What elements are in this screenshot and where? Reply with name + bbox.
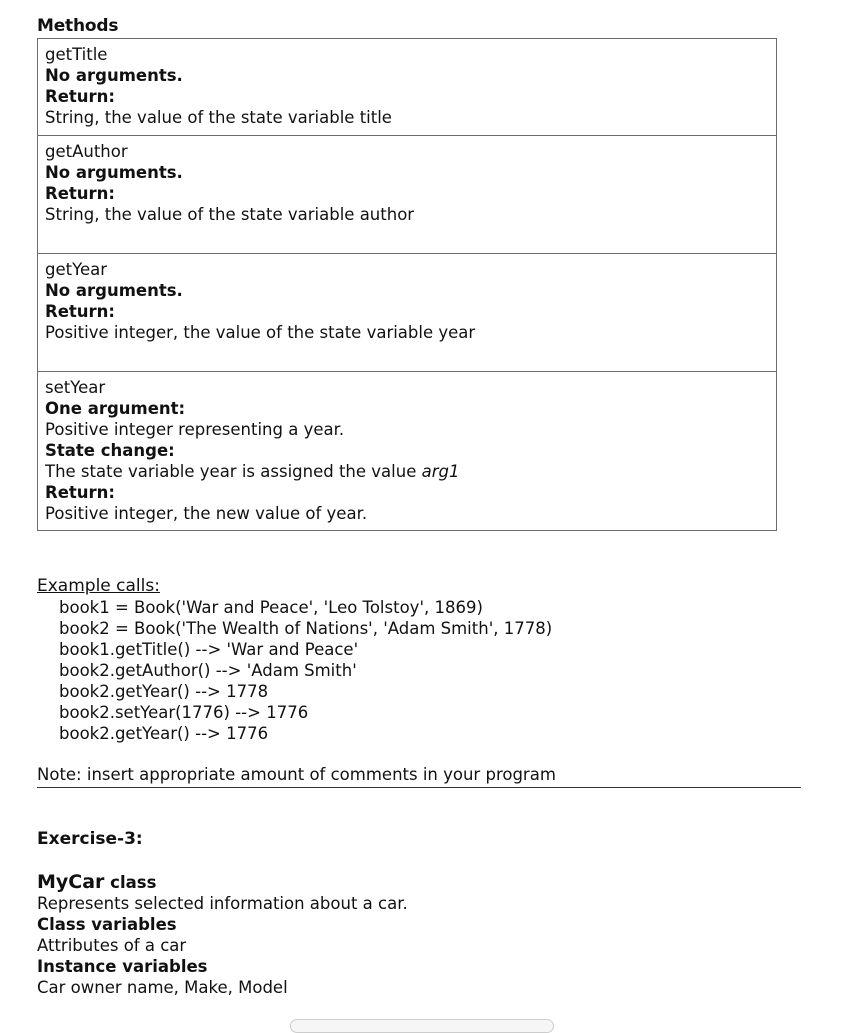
method-box-gettitle <box>37 38 777 136</box>
class-name: MyCar <box>37 871 105 893</box>
note-text: Note: insert appropriate amount of comments in your program <box>37 764 801 788</box>
example-line: book2.getYear() --> 1776 <box>59 724 269 743</box>
method-name: setYear <box>45 378 106 397</box>
instance-variables-label: Instance variables <box>37 957 208 976</box>
example-line: book2.getYear() --> 1778 <box>59 682 269 701</box>
class-variables-label: Class variables <box>37 915 177 934</box>
method-args-label: One argument: <box>45 399 186 418</box>
class-description-block <box>37 872 408 998</box>
method-state-text: The state variable year is assigned the value <box>45 462 422 481</box>
class-description: Represents selected information about a car. <box>37 894 408 913</box>
example-line: book1 = Book('War and Peace', 'Leo Tolstoy', 1869) <box>59 598 483 617</box>
method-box-setyear <box>37 371 777 531</box>
method-args-label: No arguments. <box>45 163 183 182</box>
method-box-getauthor <box>37 135 777 254</box>
method-return-text: Positive integer, the new value of year. <box>45 504 368 523</box>
method-return-label: Return: <box>45 87 116 106</box>
class-suffix: class <box>104 873 157 892</box>
exercise-heading: Exercise-3: <box>37 829 143 849</box>
method-state-label: State change: <box>45 441 175 460</box>
method-args-label: No arguments. <box>45 281 183 300</box>
method-return-label: Return: <box>45 483 116 502</box>
method-name: getYear <box>45 260 108 279</box>
method-args-label: No arguments. <box>45 66 183 85</box>
instance-variables-text: Car owner name, Make, Model <box>37 978 288 997</box>
page-bottom-edge <box>290 1019 554 1033</box>
example-line: book2.getAuthor() --> 'Adam Smith' <box>59 661 357 680</box>
method-state-line <box>45 461 769 482</box>
example-calls-list <box>59 597 552 744</box>
method-return-label: Return: <box>45 184 116 203</box>
method-name: getTitle <box>45 45 108 64</box>
example-calls-heading: Example calls: <box>37 576 160 596</box>
method-return-label: Return: <box>45 302 116 321</box>
example-line: book1.getTitle() --> 'War and Peace' <box>59 640 359 659</box>
method-return-text: String, the value of the state variable title <box>45 108 392 127</box>
example-line: book2 = Book('The Wealth of Nations', 'Adam Smith', 1778) <box>59 619 553 638</box>
method-return-text: String, the value of the state variable author <box>45 205 415 224</box>
class-variables-text: Attributes of a car <box>37 936 187 955</box>
class-title <box>37 872 408 893</box>
method-state-arg: arg1 <box>421 462 460 481</box>
method-box-getyear <box>37 253 777 372</box>
example-line: book2.setYear(1776) --> 1776 <box>59 703 309 722</box>
methods-heading: Methods <box>37 16 119 36</box>
method-return-text: Positive integer, the value of the state variable year <box>45 323 476 342</box>
method-args-text: Positive integer representing a year. <box>45 420 345 439</box>
method-name: getAuthor <box>45 142 128 161</box>
